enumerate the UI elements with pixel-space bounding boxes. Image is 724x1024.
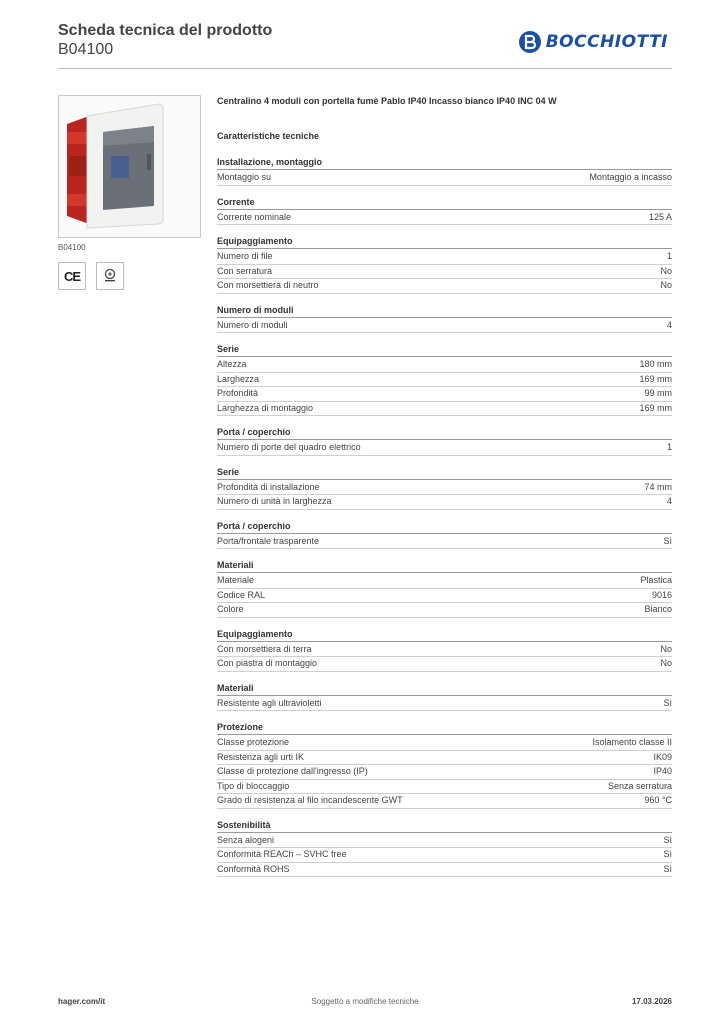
spec-group-title: Materiali — [217, 682, 672, 696]
spec-group — [217, 628, 672, 672]
spec-value: Sì — [663, 697, 672, 708]
spec-row — [217, 834, 672, 849]
spec-value: 74 mm — [644, 481, 672, 492]
spec-label: Montaggio su — [217, 172, 272, 182]
spec-label: Numero di unità in larghezza — [217, 496, 332, 506]
spec-row — [217, 319, 672, 334]
spec-value: Plastica — [640, 575, 672, 585]
spec-row — [217, 495, 672, 510]
spec-label: Numero di file — [217, 251, 273, 261]
spec-group-title: Porta / coperchio — [217, 520, 672, 534]
image-product-code: B04100 — [58, 243, 86, 252]
spec-value: 4 — [666, 319, 672, 330]
spec-label: Grado di resistenza al filo incandescente GWT — [217, 795, 403, 805]
spec-label: Con morsettiera di neutro — [217, 280, 319, 290]
spec-value: 4 — [666, 496, 672, 506]
spec-value: 99 mm — [644, 388, 672, 398]
spec-row — [217, 643, 672, 658]
page-header — [58, 22, 672, 69]
spec-row — [217, 697, 672, 712]
spec-group — [217, 235, 672, 294]
spec-label: Altezza — [217, 359, 247, 369]
spec-group — [217, 682, 672, 712]
document-title: Scheda tecnica del prodotto — [58, 22, 273, 39]
spec-label: Conformità REACh – SVHC free — [217, 849, 347, 859]
spec-label: Resistenza agli urti IK — [217, 751, 305, 762]
spec-value: No — [660, 280, 672, 290]
spec-content — [217, 95, 672, 887]
spec-label: Classe di protezione dall'ingresso (IP) — [217, 766, 368, 776]
spec-group — [217, 819, 672, 878]
spec-label: Codice RAL — [217, 589, 266, 600]
spec-row — [217, 481, 672, 496]
spec-label: Porta/frontale trasparente — [217, 535, 320, 546]
spec-value: Sì — [663, 535, 672, 546]
spec-group — [217, 559, 672, 618]
spec-row — [217, 780, 672, 795]
spec-label: Profondità — [217, 388, 259, 398]
spec-row — [217, 171, 672, 186]
product-description: Centralino 4 moduli con portella fumè Pablo IP40 Incasso bianco IP40 INC 04 W — [217, 96, 557, 106]
spec-label: Resistente agli ultravioletti — [217, 697, 322, 708]
spec-row — [217, 751, 672, 766]
spec-row — [217, 387, 672, 402]
spec-group-title: Protezione — [217, 721, 672, 735]
spec-label: Larghezza — [217, 373, 260, 384]
spec-value: Senza serratura — [607, 780, 672, 791]
spec-value: Sì — [663, 849, 672, 859]
spec-value: Sì — [663, 863, 672, 874]
spec-value: 960 °C — [644, 795, 672, 805]
spec-row — [217, 211, 672, 226]
spec-group-title: Equipaggiamento — [217, 628, 672, 642]
spec-row — [217, 535, 672, 550]
spec-label: Corrente nominale — [217, 211, 292, 222]
spec-row — [217, 863, 672, 878]
spec-label: Senza alogeni — [217, 834, 275, 845]
specs-heading: Caratteristiche tecniche — [217, 131, 320, 141]
spec-row — [217, 574, 672, 589]
spec-value: Bianco — [644, 604, 672, 614]
spec-group — [217, 721, 672, 809]
footer-notice: Soggetto a modifiche tecniche — [311, 997, 419, 1006]
spec-row — [217, 358, 672, 373]
spec-label: Conformità ROHS — [217, 863, 290, 874]
spec-group — [217, 466, 672, 510]
spec-label: Colore — [217, 604, 244, 614]
spec-row — [217, 794, 672, 809]
brand-logo-icon — [518, 30, 542, 54]
spec-value: Isolamento classe II — [592, 737, 672, 747]
spec-row — [217, 736, 672, 751]
spec-value: No — [660, 658, 672, 668]
spec-group-title: Serie — [217, 466, 672, 480]
product-image — [58, 95, 201, 238]
spec-value: 9016 — [651, 589, 672, 600]
spec-label: Con morsettiera di terra — [217, 643, 312, 654]
spec-group — [217, 343, 672, 416]
spec-group-title: Installazione, montaggio — [217, 156, 672, 170]
ce-mark: CE — [58, 262, 86, 290]
spec-group-title: Numero di moduli — [217, 304, 672, 318]
spec-value: IK09 — [653, 751, 672, 762]
spec-value: 1 — [666, 442, 672, 452]
spec-label: Numero di moduli — [217, 319, 288, 330]
spec-group — [217, 520, 672, 550]
brand-logo — [518, 28, 668, 56]
spec-row — [217, 657, 672, 672]
spec-label: Materiale — [217, 575, 255, 585]
spec-group-title: Materiali — [217, 559, 672, 573]
spec-value: 180 mm — [639, 359, 672, 369]
spec-label: Profondità di installazione — [217, 481, 320, 492]
spec-label: Numero di porte del quadro elettrico — [217, 442, 361, 452]
spec-value: IP40 — [653, 766, 672, 776]
distribution-board-image — [59, 96, 200, 237]
spec-value: 169 mm — [639, 402, 672, 413]
spec-row — [217, 279, 672, 294]
spec-row — [217, 402, 672, 417]
spec-group-title: Sostenibilità — [217, 819, 672, 833]
spec-row — [217, 603, 672, 618]
spec-groups — [217, 156, 672, 877]
spec-value: 169 mm — [639, 373, 672, 384]
spec-value: Montaggio a incasso — [589, 172, 672, 182]
spec-value: Sì — [663, 834, 672, 845]
spec-label: Classe protezione — [217, 737, 290, 747]
spec-label: Con piastra di montaggio — [217, 658, 318, 668]
spec-row — [217, 589, 672, 604]
spec-value: 125 A — [648, 211, 672, 222]
spec-group-title: Corrente — [217, 196, 672, 210]
spec-group-title: Porta / coperchio — [217, 426, 672, 440]
brand-name: BOCCHIOTTI — [545, 32, 668, 52]
spec-group-title: Equipaggiamento — [217, 235, 672, 249]
spec-value: 1 — [666, 251, 672, 261]
spec-label: Con serratura — [217, 265, 273, 276]
spec-group — [217, 196, 672, 226]
spec-group — [217, 304, 672, 334]
spec-value: No — [660, 643, 672, 654]
cert-mark-icon — [96, 262, 124, 290]
spec-group-title: Serie — [217, 343, 672, 357]
spec-value: No — [660, 265, 672, 276]
spec-group — [217, 156, 672, 186]
footer-website-link[interactable]: hager.com/it — [58, 997, 106, 1006]
spec-group — [217, 426, 672, 456]
spec-row — [217, 848, 672, 863]
spec-label: Larghezza di montaggio — [217, 402, 314, 413]
spec-row — [217, 265, 672, 280]
spec-label: Tipo di bloccaggio — [217, 780, 290, 791]
footer-date: 17.03.2026 — [631, 997, 672, 1006]
product-code: B04100 — [58, 41, 114, 58]
page-footer — [58, 997, 672, 1011]
spec-row — [217, 765, 672, 780]
spec-row — [217, 250, 672, 265]
spec-row — [217, 441, 672, 456]
spec-row — [217, 373, 672, 388]
